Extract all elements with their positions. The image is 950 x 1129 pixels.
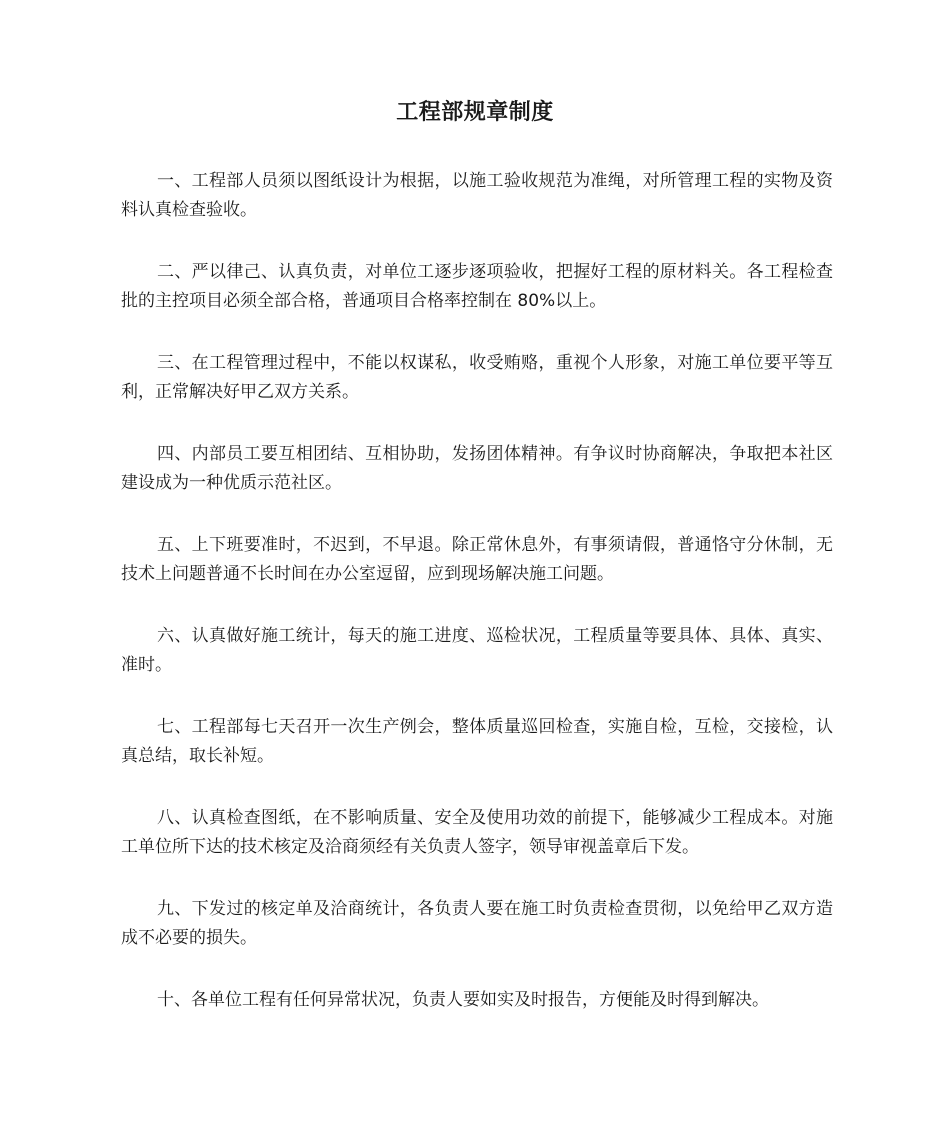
clause-2: 二、严以律己、认真负责，对单位工逐步逐项验收，把握好工程的原材料关。各工程检查批的主控项目必须全部合格，普通项目合格率控制在 80%以上。 <box>121 262 833 311</box>
clause-1: 一、工程部人员须以图纸设计为根据，以施工验收规范为准绳，对所管理工程的实物及资料认真检查验收。 <box>121 171 833 220</box>
clause-9: 九、下发过的核定单及洽商统计，各负责人要在施工时负责检查贯彻，以免给甲乙双方造成不必要的损失。 <box>121 899 833 948</box>
clause-3: 三、在工程管理过程中，不能以权谋私，收受贿赂，重视个人形象，对施工单位要平等互利，正常解决好甲乙双方关系。 <box>121 353 833 402</box>
clause-5: 五、上下班要准时，不迟到，不早退。除正常休息外，有事须请假，普通恪守分休制，无技术上问题普通不长时间在办公室逗留，应到现场解决施工问题。 <box>121 535 833 584</box>
clause-10: 十、各单位工程有任何异常状况，负责人要如实及时报告，方便能及时得到解决。 <box>157 990 769 1010</box>
clause-6: 六、认真做好施工统计，每天的施工进度、巡检状况，工程质量等要具体、具体、真实、准时。 <box>121 626 833 675</box>
clause-8: 八、认真检查图纸，在不影响质量、安全及使用功效的前提下，能够减少工程成本。对施工单位所下达的技术核定及洽商须经有关负责人签字，领导审视盖章后下发。 <box>121 808 833 857</box>
clause-7: 七、工程部每七天召开一次生产例会，整体质量巡回检查，实施自检，互检，交接检，认真总结，取长补短。 <box>121 717 833 766</box>
clause-list <box>121 167 833 1048</box>
document-title: 工程部规章制度 <box>396 100 554 125</box>
clause-4: 四、内部员工要互相团结、互相协助，发扬团体精神。有争议时协商解决，争取把本社区建设成为一种优质示范社区。 <box>121 444 833 493</box>
